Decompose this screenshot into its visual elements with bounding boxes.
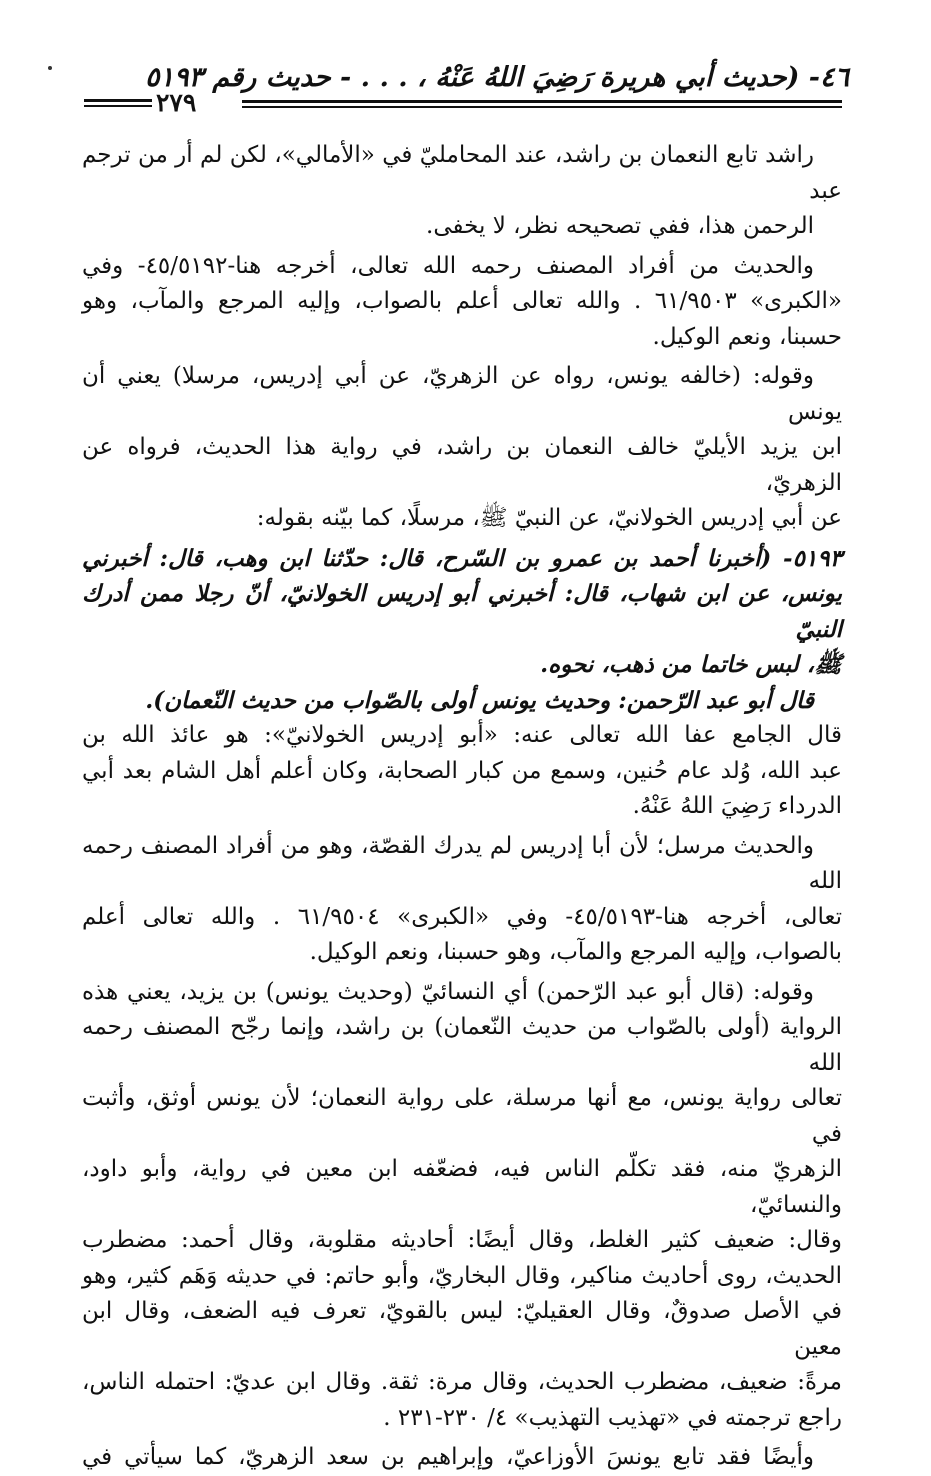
header-rule-left-top: [84, 99, 152, 102]
running-header-title: ٤٦- (حديث أبي هريرة رَضِيَ اللهُ عَنْهُ ، . . . - حديث رقم ٥١٩٣: [145, 62, 849, 93]
text-line: والحديث مرسل؛ لأن أبا إدريس لم يدرك القصّة، وهو من أفراد المصنف رحمه الله: [82, 832, 842, 894]
text-line: الزهريّ منه، فقد تكلّم الناس فيه، فضعّفه ابن معين في رواية، وأبو داود، والنسائيّ،: [82, 1156, 842, 1218]
paragraph-continuation: [82, 138, 842, 245]
text-line: تعالى رواية يونس، مع أنها مرسلة، على رواية النعمان؛ لأن يونس أوثق، وأثبت في: [82, 1085, 842, 1147]
text-line: ابن يزيد الأيليّ خالف النعمان بن راشد، في رواية هذا الحديث، فرواه عن الزهريّ،: [82, 434, 842, 496]
text-line: مرةً: ضعيف، مضطرب الحديث، وقال مرة: ثقة. وقال ابن عديّ: احتمله الناس،: [82, 1369, 842, 1395]
text-line: وأيضًا فقد تابع يونسَ الأوزاعيّ، وإبراهيم بن سعد الزهريّ، كما سيأتي في: [82, 1444, 814, 1470]
text-line: الرواية (أولى بالصّواب من حديث النّعمان) بن راشد، وإنما رجّح المصنف رحمه الله: [82, 1014, 842, 1076]
text-line: وقوله: (خالفه يونس، رواه عن الزهريّ، عن أبي إدريس، مرسلا) يعني أن يونس: [82, 363, 842, 425]
text-line: تعالى، أخرجه هنا-٤٥/٥١٩٣- وفي «الكبرى» ٦١/٩٥٠٤ . والله تعالى أعلم: [82, 903, 842, 930]
header-rule-bottom: [242, 106, 842, 108]
text-line: الدرداء رَضِيَ اللهُ عَنْهُ.: [632, 793, 842, 819]
header-rule-top: [242, 100, 842, 103]
text-line: وقال: ضعيف كثير الغلط، وقال أيضًا: أحاديثه مقلوبة، وقال أحمد: مضطرب: [82, 1227, 842, 1253]
text-line: يونس، عن ابن شهاب، قال: أخبرني أبو إدريس الخولانيّ، أنّ رجلا ممن أدرك النبيّ: [82, 580, 842, 643]
paragraph-narrator: [82, 718, 842, 825]
speck-mark: [48, 66, 52, 70]
paragraph-commentary: [82, 359, 842, 537]
text-line: «الكبرى» ٦١/٩٥٠٣ . والله تعالى أعلم بالصواب، وإليه المرجع والمآب، وهو: [82, 288, 842, 314]
text-line: الحديث، روى أحاديث مناكير، وقال البخاريّ، وأبو حاتم: في حديثه وَهَم كثير، وهو: [82, 1262, 842, 1289]
hadith-text: [82, 541, 842, 683]
hadith-verdict: [82, 683, 842, 719]
header-rule-left-bottom: [84, 105, 152, 107]
page-number: ٢٧٩: [156, 88, 197, 117]
text-line: ٥١٩٣- (أخبرنا أحمد بن عمرو بن السّرح، قال: حدّثنا ابن وهب، قال: أخبرني: [82, 544, 842, 572]
text-line: ﷺ، لبس خاتما من ذهب، نحوه.: [540, 651, 842, 678]
paragraph-mursal: [82, 829, 842, 971]
text-line: في الأصل صدوقٌ، وقال العقيليّ: ليس بالقويّ، تعرف فيه الضعف، وقال ابن معين: [82, 1298, 842, 1360]
text-line: عبد الله، وُلد عام حُنين، وسمع من كبار الصحابة، وكان أعلم أهل الشام بعد أبي: [82, 757, 842, 784]
text-line: راجع ترجمته في «تهذيب التهذيب» ٤/ ٢٣٠-٢٣١ .: [383, 1404, 842, 1431]
text-line: بالصواب، وإليه المرجع والمآب، وهو حسبنا، ونعم الوكيل.: [309, 939, 842, 965]
text-line: عن أبي إدريس الخولانيّ، عن النبيّ ﷺ، مرسلًا، كما بيّنه بقوله:: [256, 505, 842, 531]
body-text: [82, 138, 842, 1476]
text-line: الرحمن هذا، ففي تصحيحه نظر، لا يخفى.: [426, 213, 814, 239]
text-line: حسبنا، ونعم الوكيل.: [652, 323, 842, 350]
text-line: والحديث من أفراد المصنف رحمه الله تعالى، أخرجه هنا-٤٥/٥١٩٢- وفي: [82, 252, 814, 279]
text-line: وقوله: (قال أبو عبد الرّحمن) أي النسائيّ (وحديث يونس) بن يزيد، يعني هذه: [82, 978, 814, 1005]
paragraph-mutabaah: [82, 1440, 842, 1476]
text-line: قال أبو عبد الرّحمن: وحديث يونس أولى بالصّواب من حديث النّعمان).: [145, 686, 814, 714]
text-line: راشد تابع النعمان بن راشد، عند المحامليّ في «الأمالي»، لكن لم أر من ترجم عبد: [82, 142, 842, 204]
text-line: قال الجامع عفا الله تعالى عنه: «أبو إدريس الخولانيّ»: هو عائذ الله بن: [82, 722, 842, 748]
paragraph-takhrij: [82, 249, 842, 356]
paragraph-tarjih: [82, 975, 842, 1437]
